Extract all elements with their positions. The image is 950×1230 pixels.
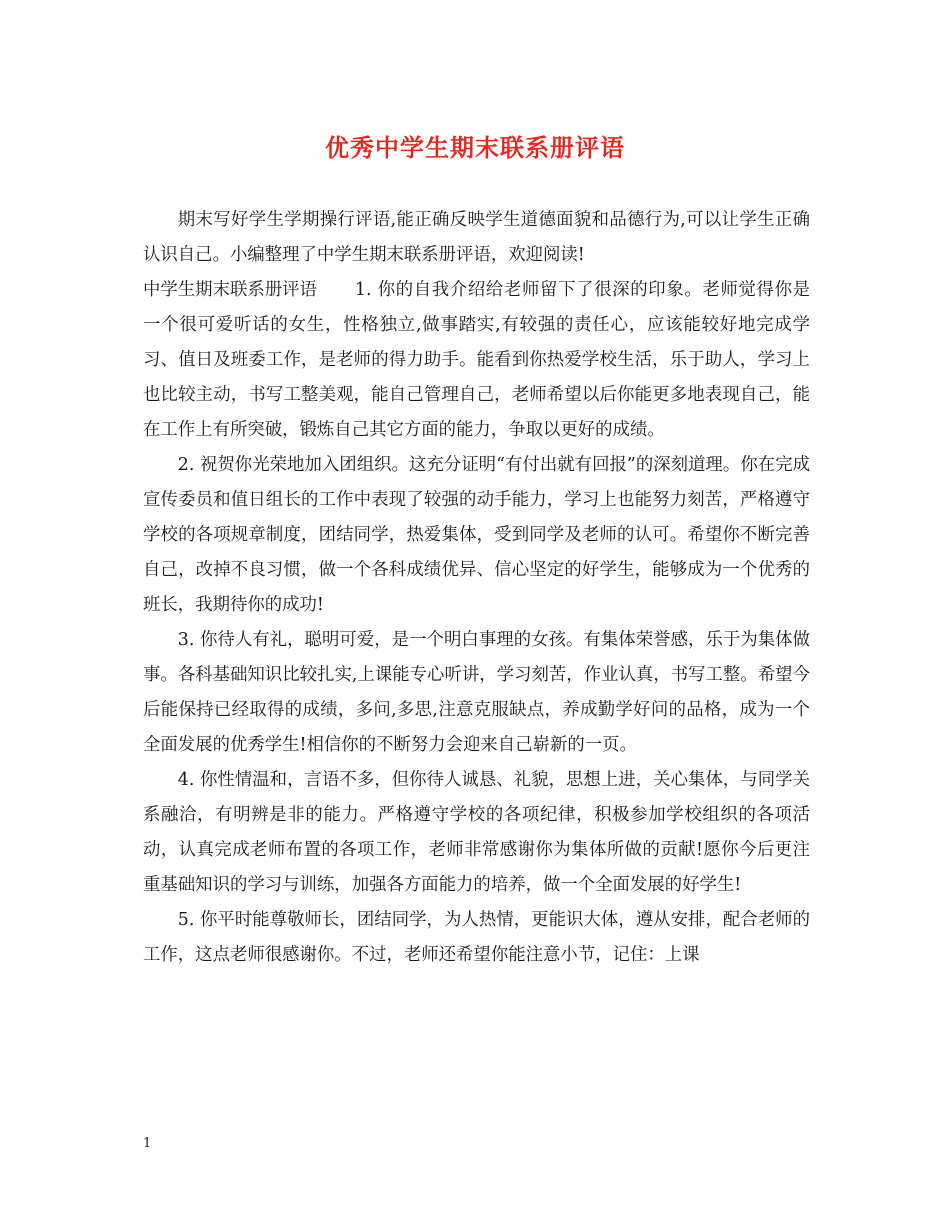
paragraph-4: 4. 你性情温和，言语不多，但你待人诚恳、礼貌，思想上进，关心集体，与同学关系融洽，有明辨是非的能力。严格遵守学校的各项纪律，积极参加学校组织的各项活动，认真完成老师布置的各项工作，老师非常感谢你为集体所做的贡献!愿你今后更注重基础知识的学习与训练，加强各方面能力的培养，做一个全面发展的好学生! [143, 770, 810, 895]
section-label: 中学生期末联系册评语 [143, 280, 317, 300]
page-number: 1 [143, 1136, 152, 1151]
paragraph-5: 5. 你平时能尊敬师长，团结同学，为人热情，更能识大体，遵从安排，配合老师的工作，这点老师很感谢你。不过，老师还希望你能注意小节，记住：上课 [143, 910, 810, 965]
paragraph-1-text: 1. 你的自我介绍给老师留下了很深的印象。老师觉得你是一个很可爱听话的女生，性格独立,做事踏实,有较强的责任心，应该能较好地完成学习、值日及班委工作，是老师的得力助手。能看到你热爱学校生活，乐于助人，学习上也比较主动，书写工整美观，能自己管理自己，老师希望以后你能更多地表现自己，能在工作上有所突破，锻炼自己其它方面的能力，争取以更好的成绩。 [143, 280, 810, 440]
paragraph-1 [143, 273, 810, 448]
intro-paragraph: 期末写好学生学期操行评语,能正确反映学生道德面貌和品德行为,可以让学生正确认识自己。小编整理了中学生期末联系册评语，欢迎阅读! [143, 210, 810, 265]
document-body [143, 203, 810, 973]
paragraph-3: 3. 你待人有礼，聪明可爱，是一个明白事理的女孩。有集体荣誉感，乐于为集体做事。各科基础知识比较扎实,上课能专心听讲，学习刻苦，作业认真，书写工整。希望今后能保持已经取得的成绩，多问,多思,注意克服缺点，养成勤学好问的品格，成为一个全面发展的优秀学生!相信你的不断努力会迎来自己崭新的一页。 [143, 630, 810, 755]
document-title: 优秀中学生期末联系册评语 [325, 134, 625, 162]
paragraph-2: 2. 祝贺你光荣地加入团组织。这充分证明“有付出就有回报”的深刻道理。你在完成宣传委员和值日组长的工作中表现了较强的动手能力，学习上也能努力刻苦，严格遵守学校的各项规章制度，团结同学，热爱集体，受到同学及老师的认可。希望你不断完善自己，改掉不良习惯，做一个各科成绩优异、信心坚定的好学生，能够成为一个优秀的班长，我期待你的成功! [143, 455, 810, 615]
